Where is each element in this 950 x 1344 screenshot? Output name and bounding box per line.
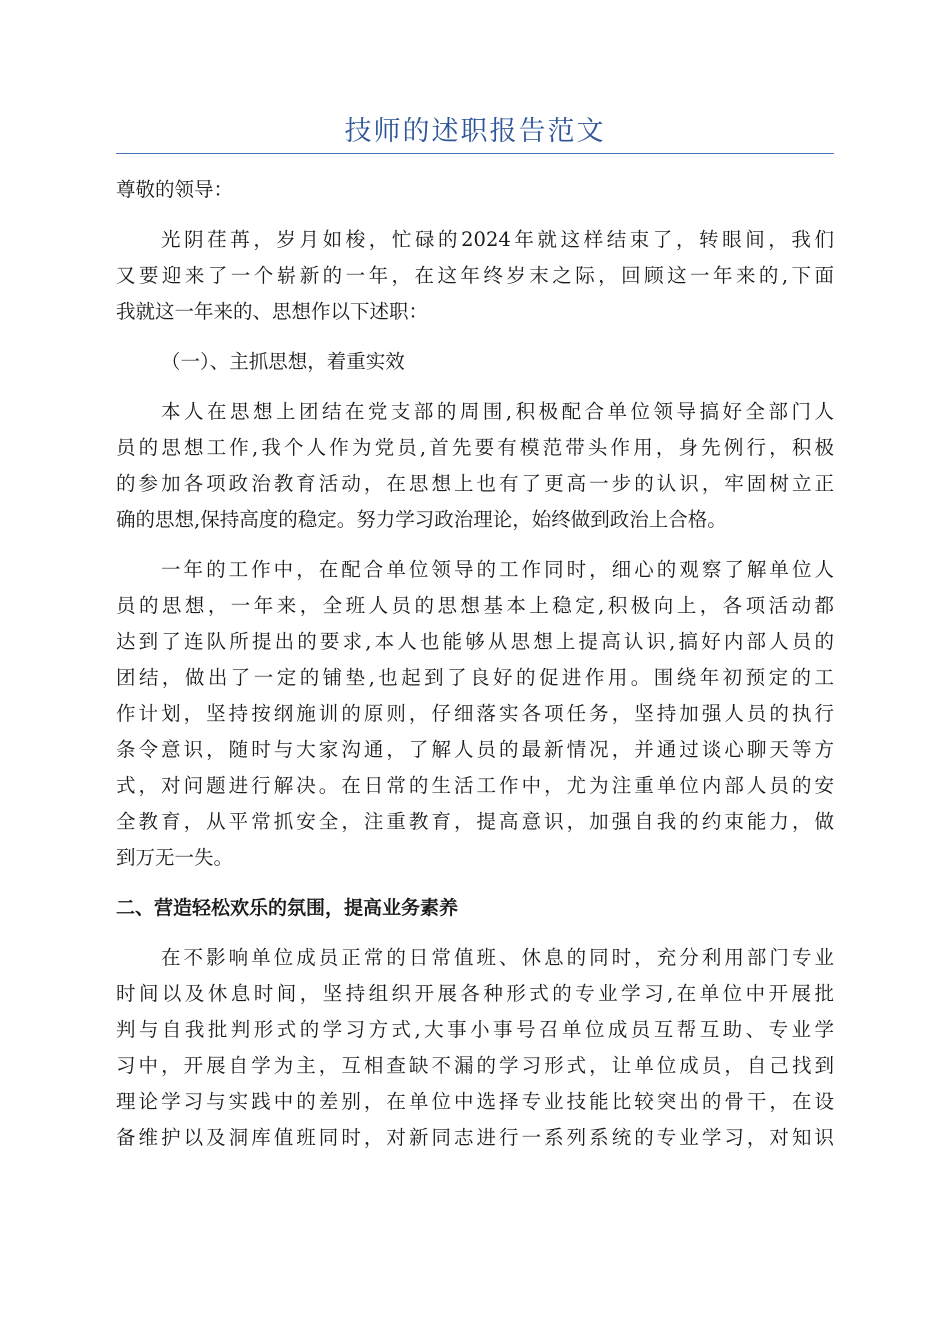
paragraph-line: 作计划，坚持按纲施训的原则，仔细落实各项任务，坚持加强人员的执行 [116,702,834,725]
paragraph-line: 条令意识，随时与大家沟通，了解人员的最新情况，并通过谈心聊天等方 [116,738,834,761]
salutation: 尊敬的领导： [116,178,234,201]
paragraph-line: 在不影响单位成员正常的日常值班、休息的同时，充分利用部门专业 [161,946,834,969]
paragraph-line: 光阴荏苒，岁月如梭，忙碌的2024年就这样结束了，转眼间，我们 [161,228,834,251]
section-2-heading: 二、营造轻松欢乐的氛围，提高业务素养 [116,897,459,919]
paragraph-line: 时间以及休息时间，坚持组织开展各种形式的专业学习,在单位中开展批 [116,982,834,1005]
paragraph-line: 团结，做出了一定的铺垫,也起到了良好的促进作用。围绕年初预定的工 [116,666,834,689]
paragraph-line: 确的思想,保持高度的稳定。努力学习政治理论，始终做到政治上合格。 [116,508,727,531]
paragraph-2 [116,394,834,538]
paragraph-line: 备维护以及洞库值班同时，对新同志进行一系列系统的专业学习，对知识 [116,1126,834,1149]
paragraph-line: 式，对问题进行解决。在日常的生活工作中，尤为注重单位内部人员的安 [116,774,834,797]
paragraph-4 [116,940,834,1156]
paragraph-line: 的参加各项政治教育活动，在思想上也有了更高一步的认识，牢固树立正 [116,472,834,495]
paragraph-line: 我就这一年来的、思想作以下述职： [116,300,429,323]
paragraph-line: 员的思想，一年来，全班人员的思想基本上稳定,积极向上，各项活动都 [116,594,834,617]
paragraph-line: 理论学习与实践中的差别，在单位中选择专业技能比较突出的骨干，在设 [116,1090,834,1113]
title-underline [116,153,834,154]
paragraph-line: 判与自我批判形式的学习方式,大事小事号召单位成员互帮互助、专业学 [116,1018,834,1041]
paragraph-line: 本人在思想上团结在党支部的周围,积极配合单位领导搞好全部门人 [161,400,834,423]
paragraph-1 [116,222,834,330]
paragraph-3 [116,552,834,876]
document-title: 技师的述职报告范文 [344,116,606,147]
paragraph-line: 又要迎来了一个崭新的一年，在这年终岁末之际，回顾这一年来的,下面 [116,264,834,287]
paragraph-line: 一年的工作中，在配合单位领导的工作同时，细心的观察了解单位人 [161,558,834,581]
section-1-heading: （一）、主抓思想，着重实效 [161,350,405,373]
paragraph-line: 习中，开展自学为主，互相查缺不漏的学习形式，让单位成员，自己找到 [116,1054,834,1077]
paragraph-line: 达到了连队所提出的要求,本人也能够从思想上提高认识,搞好内部人员的 [116,630,834,653]
paragraph-line: 全教育，从平常抓安全，注重教育，提高意识，加强自我的约束能力，做 [116,810,834,833]
document-body [116,172,834,1156]
paragraph-line: 到万无一失。 [116,846,234,869]
paragraph-line: 员的思想工作,我个人作为党员,首先要有模范带头作用，身先例行，积极 [116,436,834,459]
